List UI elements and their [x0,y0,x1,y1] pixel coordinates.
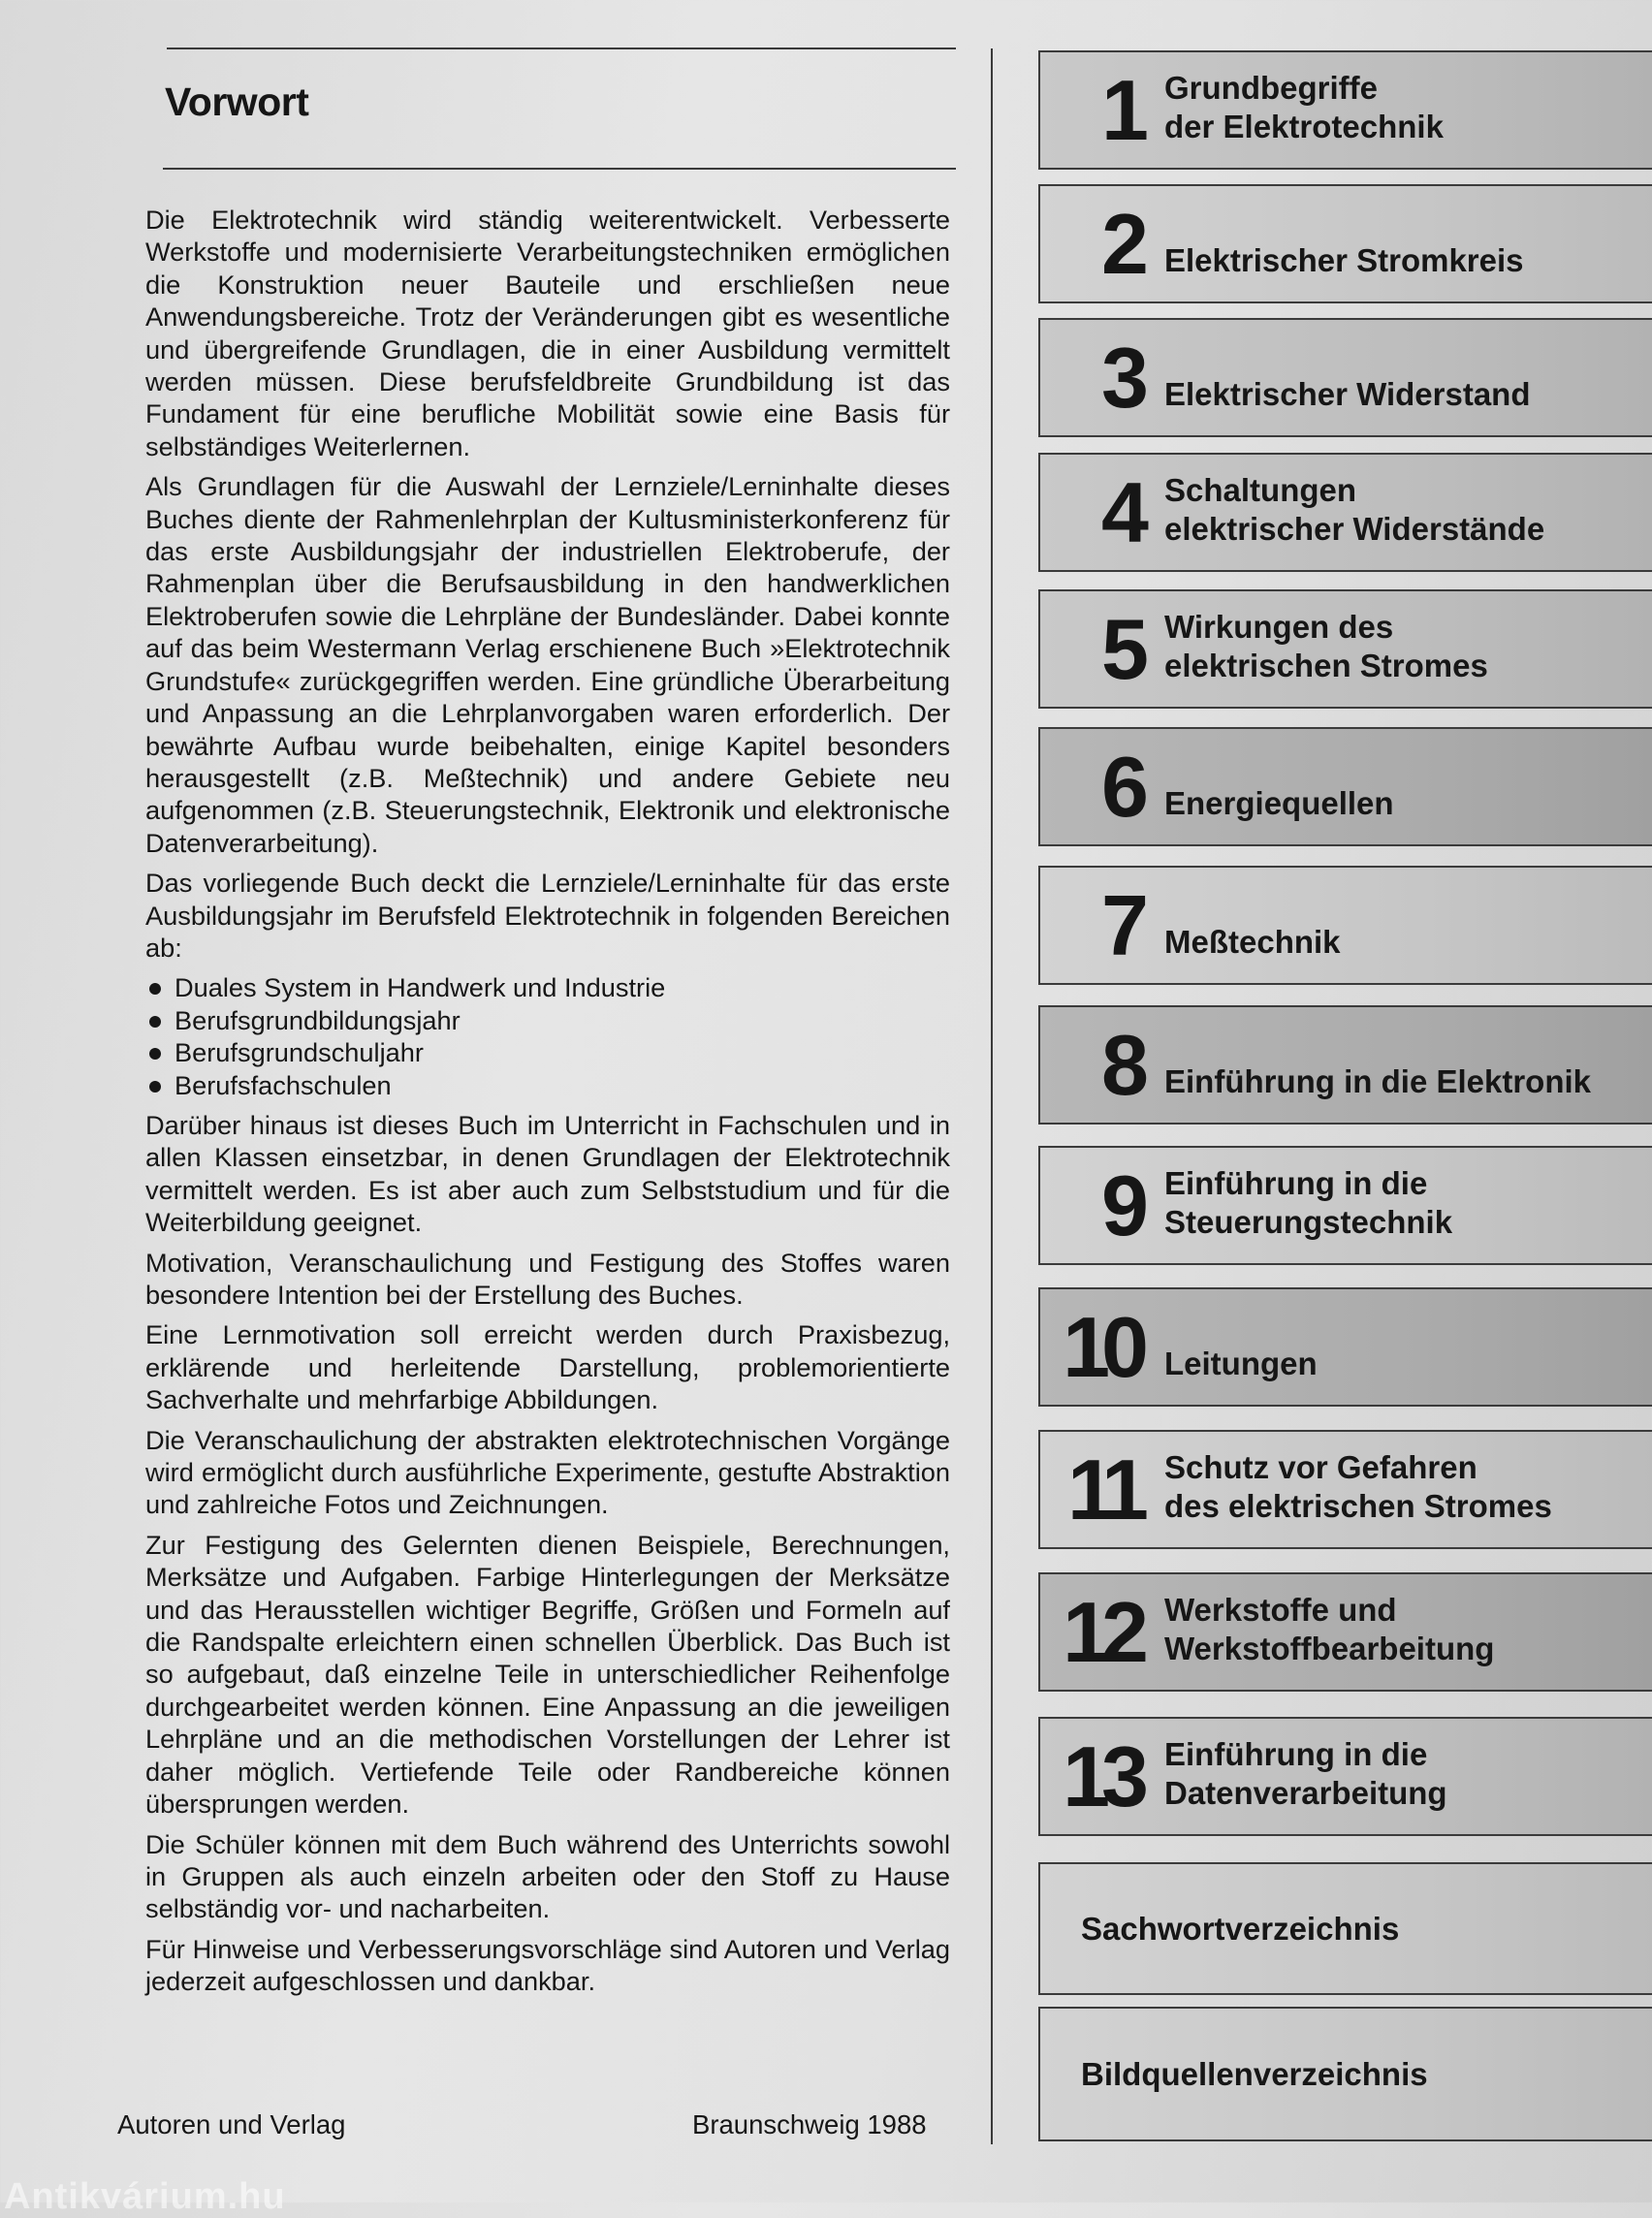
chapter-tab-6[interactable] [1038,727,1652,846]
chapter-title [1164,608,1488,685]
signature: Autoren und Verlag [117,2109,346,2139]
chapter-title-line: elektrischer Widerstände [1164,511,1545,547]
chapter-number: 7 [1101,876,1140,973]
place-date: Braunschweig 1988 [692,2109,927,2139]
column-divider [991,48,993,2144]
chapter-title-line: Datenverarbeitung [1164,1775,1447,1811]
chapter-tab-13[interactable] [1038,1717,1652,1836]
chapter-tab-11[interactable] [1038,1430,1652,1549]
chapter-title [1164,923,1341,962]
paragraph: Eine Lernmotivation soll erreicht werden durch Praxisbezug, erklärende und herleitende Darstellung, problemorientierte Sachverhalte und mehrfarbige Abbildungen. [145,1319,950,1415]
chapter-title-line: Steuerungstechnik [1164,1204,1453,1240]
chapter-number: 2 [1101,195,1140,292]
index-title: Sachwortverzeichnis [1081,1910,1400,1947]
chapter-title-line: Meßtechnik [1164,924,1341,960]
chapter-title-line: Leitungen [1164,1346,1318,1381]
chapter-tab-1[interactable] [1038,50,1652,170]
list-item: Berufsgrundschuljahr [145,1036,950,1068]
chapter-title [1164,241,1524,280]
chapter-number: 13 [1063,1727,1140,1824]
chapter-title-line: Grundbegriffe [1164,70,1378,106]
list-item: Duales System in Handwerk und Industrie [145,971,950,1003]
chapter-title-line: Elektrischer Widerstand [1164,376,1531,412]
chapter-number: 6 [1101,738,1140,835]
chapter-title-line: Schutz vor Gefahren [1164,1449,1477,1485]
chapter-tab-2[interactable] [1038,184,1652,303]
page-title: Vorwort [165,79,309,124]
chapter-number: 9 [1101,1157,1140,1253]
paragraph: Zur Festigung des Gelernten dienen Beispiele, Berechnungen, Merksätze und Aufgaben. Farbige Hinterlegungen der Merksätze und das Herausstellen wichtiger Begriffe, Größen und Formeln auf die Randspalte erleichtern einen schnellen Überblick. Das Buch ist so aufgebaut, daß einzelne Teile in unterschiedlicher Reihenfolge durchgearbeitet werden können. Eine Anpassung an die jeweiligen Lehrpläne und an die methodischen Vorstellungen der Lehrer ist daher möglich. Vertiefende Teile oder Randbereiche können übersprungen werden. [145,1529,950,1820]
list-item: Berufsfachschulen [145,1069,950,1101]
index-tab-keywords[interactable] [1038,1862,1652,1995]
chapter-title [1164,375,1531,414]
chapter-title [1164,1448,1552,1526]
chapter-tab-9[interactable] [1038,1146,1652,1265]
chapter-number: 8 [1101,1016,1140,1113]
chapter-title [1164,1345,1318,1383]
chapter-title-line: Einführung in die Elektronik [1164,1063,1592,1099]
paragraph: Als Grundlagen für die Auswahl der Lernziele/Lerninhalte dieses Buches diente der Rahmenlehrplan der Kultusministerkonferenz für das erste Ausbildungsjahr der industriellen Elektroberufe, der Rahmenplan über die Berufsausbildung in den handwerklichen Elektroberufen sowie die Lehrpläne der Bundesländer. Dabei konnte auf das beim Westermann Verlag erschienene Buch »Elektrotechnik Grundstufe« zurückgegriffen werden. Eine gründliche Überarbeitung und Anpassung an die Lehrplanvorgaben waren erforderlich. Der bewährte Aufbau wurde beibehalten, einige Kapitel besonders herausgestellt (z.B. Meßtechnik) und andere Gebiete neu aufgenommen (z.B. Steuerungstechnik, Elektronik und elektronische Datenverarbeitung). [145,471,950,858]
chapter-title-line: des elektrischen Stromes [1164,1488,1552,1524]
paragraph: Die Elektrotechnik wird ständig weiterentwickelt. Verbesserte Werkstoffe und modernisierte Verarbeitungstechniken ermöglichen die Konstruktion neuer Bauteile und erschließen neue Anwendungsbereiche. Trotz der Veränderungen gibt es wesentliche und übergreifende Grundlagen, die in einer Ausbildung vermittelt werden müssen. Diese berufsfeldbreite Grundbildung ist das Fundament für eine berufliche Mobilität sowie eine Basis für selbständiges Weiterlernen. [145,205,950,461]
top-rule [167,48,956,49]
chapter-title-line: der Elektrotechnik [1164,109,1444,144]
index-tab-image-sources[interactable] [1038,2007,1652,2141]
list-item: Berufsgrundbildungsjahr [145,1004,950,1036]
chapter-number: 12 [1063,1583,1140,1680]
chapter-title [1164,1735,1447,1813]
chapter-tab-8[interactable] [1038,1005,1652,1125]
chapter-tab-3[interactable] [1038,318,1652,437]
chapter-title [1164,1164,1452,1242]
chapter-number: 3 [1101,329,1140,426]
chapter-title [1164,471,1544,549]
watermark: Antikvárium.hu [4,2176,286,2217]
paragraph: Motivation, Veranschaulichung und Festigung des Stoffes waren besondere Intention bei der Erstellung des Buches. [145,1247,950,1310]
chapter-title-line: Wirkungen des [1164,609,1394,645]
chapter-title-line: elektrischen Stromes [1164,648,1488,683]
chapter-title [1164,1062,1591,1101]
chapter-title-line: Einführung in die [1164,1736,1428,1772]
paragraph: Die Veranschaulichung der abstrakten elektrotechnischen Vorgänge wird ermöglicht durch ausführliche Experimente, gestufte Abstraktion und zahlreiche Fotos und Zeichnungen. [145,1424,950,1520]
chapter-title-line: Werkstoffe und [1164,1592,1397,1628]
index-title: Bildquellenverzeichnis [1081,2055,1428,2092]
chapter-title-line: Elektrischer Stromkreis [1164,242,1524,278]
chapter-title [1164,1591,1494,1668]
chapter-title-line: Schaltungen [1164,472,1357,508]
chapter-number: 11 [1066,1441,1140,1537]
chapter-tab-10[interactable] [1038,1287,1652,1407]
paragraph: Für Hinweise und Verbesserungsvorschläge sind Autoren und Verlag jederzeit aufgeschlossen und dankbar. [145,1933,950,1997]
chapter-number: 10 [1063,1298,1140,1395]
chapter-number: 4 [1101,463,1140,560]
paragraph: Die Schüler können mit dem Buch während des Unterrichts sowohl in Gruppen als auch einzeln arbeiten oder den Stoff zu Hause selbständig vor- und nacharbeiten. [145,1828,950,1924]
title-underline [163,168,956,170]
chapter-tab-12[interactable] [1038,1572,1652,1692]
chapter-title [1164,784,1394,823]
chapter-number: 5 [1101,600,1140,697]
chapter-number: 1 [1101,61,1140,158]
chapter-title-line: Energiequellen [1164,785,1394,821]
paragraph: Darüber hinaus ist dieses Buch im Unterricht in Fachschulen und in allen Klassen einsetzbar, in denen Grundlagen der Elektrotechnik vermittelt werden. Es ist aber auch zum Selbststudium und für die Weiterbildung geeignet. [145,1109,950,1238]
chapter-tab-4[interactable] [1038,453,1652,572]
paragraph: Das vorliegende Buch deckt die Lernziele/Lerninhalte für das erste Ausbildungsjahr im Berufsfeld Elektrotechnik in folgenden Bereichen ab: [145,868,950,963]
chapter-tab-5[interactable] [1038,589,1652,709]
foreword-body [145,204,950,2006]
chapter-tab-7[interactable] [1038,866,1652,985]
chapter-title-line: Einführung in die [1164,1165,1428,1201]
target-group-list [145,971,950,1101]
chapter-title [1164,69,1444,146]
chapter-title-line: Werkstoffbearbeitung [1164,1631,1495,1666]
